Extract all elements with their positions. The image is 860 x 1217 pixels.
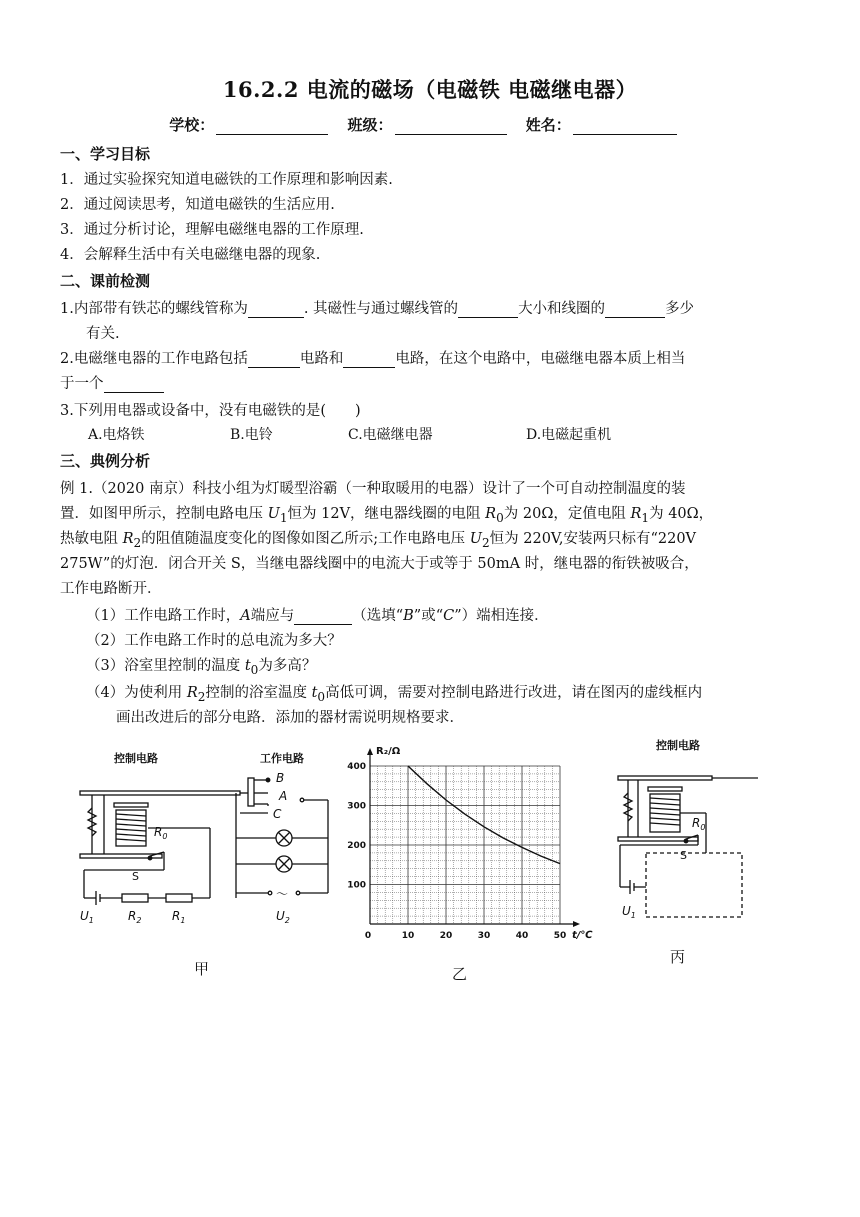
x-tick-label: 40 <box>515 931 529 941</box>
subquestion-4-continued: 画出改进后的部分电路．添加的器材需说明规格要求． <box>116 710 464 726</box>
ctrl-circuit-label: 控制电路 <box>656 739 700 752</box>
q1-text: 多少 <box>665 301 695 317</box>
answer-blank[interactable] <box>104 377 164 393</box>
answer-blank[interactable] <box>458 302 518 318</box>
x-tick-label: 30 <box>477 931 491 941</box>
svg-text:R0: $R_0$ <box>692 816 706 832</box>
svg-text:C: C <box>273 807 282 821</box>
subquestion-1: （1）工作电路工作时，A端应与 （选填“B”或“C”）端相连接． <box>86 608 549 624</box>
answer-blank[interactable] <box>248 352 300 368</box>
page-title: 16.2.2 电流的磁场（电磁铁 电磁继电器） <box>222 77 638 102</box>
svg-text:U1: $U_1$ <box>80 909 94 925</box>
circuit-figure-jia <box>72 748 342 928</box>
option-d[interactable]: D.电磁起重机 <box>526 427 612 443</box>
x-tick-label: 20 <box>439 931 453 941</box>
question-1 <box>60 297 694 318</box>
chart-axes <box>364 746 593 941</box>
svg-text:S: S <box>680 849 687 862</box>
student-info-row <box>0 114 860 135</box>
svg-text:R1: $R_1$ <box>172 909 186 925</box>
option-b[interactable]: B.电铃 <box>230 427 273 443</box>
example-text: 热敏电阻 $R_2$的阻值随温度变化的图像如图乙所示;工作电路电压 $U_2$恒为 220V,安装两只标有“220V <box>60 531 697 550</box>
x-axis-label: t/℃ <box>572 930 593 941</box>
q2-continued <box>60 372 164 393</box>
example-text: 置．如图甲所示，控制电路电压 $U_1$恒为 12V，继电器线圈的电阻 $R_0$为 20Ω，定值电阻 $R_1$为 40Ω， <box>60 506 714 525</box>
example-text: 275W”的灯泡．闭合开关 S，当继电器线圈中的电流大于或等于 50mA 时，继电器的衔铁被吸合， <box>60 556 699 572</box>
svg-text:R2: $R_2$ <box>128 909 142 925</box>
caption-jia: 甲 <box>194 960 210 978</box>
svg-text:U2: $U_2$ <box>276 909 290 925</box>
answer-blank[interactable] <box>294 609 352 625</box>
option-a[interactable]: A.电烙铁 <box>88 427 145 443</box>
answer-blank[interactable] <box>605 302 665 318</box>
q1-text: . 其磁性与通过螺线管的 <box>303 301 459 317</box>
school-label: 学校： <box>169 116 215 134</box>
y-axis-arrow <box>367 748 373 755</box>
resistance-temperature-chart <box>346 740 606 945</box>
option-c[interactable]: C.电磁继电器 <box>348 427 433 443</box>
q2-text: 电路和 <box>299 351 344 367</box>
section-heading-goals: 一、学习目标 <box>60 145 151 163</box>
y-tick-label: 200 <box>347 841 366 851</box>
svg-text:B: B <box>276 771 285 785</box>
question-2 <box>60 347 685 368</box>
y-tick-label: 100 <box>347 880 366 891</box>
name-label: 姓名： <box>525 116 571 134</box>
y-tick-label: 300 <box>347 801 366 812</box>
goal-item: 1．通过实验探究知道电磁铁的工作原理和影响因素. <box>60 172 393 188</box>
x-tick-label: 50 <box>553 931 567 941</box>
caption-yi: 乙 <box>452 965 468 983</box>
svg-text:U1: $U_1$ <box>622 904 636 920</box>
circuit-figure-bing <box>612 735 762 930</box>
example-text: 工作电路断开． <box>60 581 162 597</box>
caption-bing: 丙 <box>670 948 686 966</box>
goal-item: 2．通过阅读思考，知道电磁铁的生活应用. <box>60 197 335 213</box>
y-axis-label: R₂/Ω <box>376 746 401 757</box>
name-blank[interactable] <box>573 118 677 135</box>
chart-grid <box>370 766 560 924</box>
q1-continued: 有关. <box>86 326 120 342</box>
example-text: 例 1.（2020 南京）科技小组为灯暖型浴霸（一种取暖用的电器）设计了一个可自动控制温度的装 <box>60 481 686 497</box>
q2-text: 于一个 <box>60 376 104 392</box>
class-blank[interactable] <box>395 118 507 135</box>
goal-item: 3．通过分析讨论，理解电磁继电器的工作原理. <box>60 222 364 238</box>
q2-text: 2.电磁继电器的工作电路包括 <box>60 351 248 367</box>
x-tick-label: 0 <box>364 931 372 941</box>
q1-text: 大小和线圈的 <box>518 301 606 317</box>
svg-text:R0: $R_0$ <box>154 825 168 841</box>
ctrl-circuit-label: 控制电路 <box>114 752 158 765</box>
goal-item: 4．会解释生活中有关电磁继电器的现象. <box>60 247 321 263</box>
x-tick-label: 10 <box>401 931 415 941</box>
svg-text:S: S <box>132 870 139 883</box>
subquestion-4: （4）为使利用 $R_2$控制的浴室温度 $t_0$高低可调，需要对控制电路进行改进，请在图丙的虚线框内 <box>86 685 703 704</box>
section-heading-precheck: 二、课前检测 <box>60 272 151 290</box>
section-heading-examples: 三、典例分析 <box>60 452 151 470</box>
q2-text: 电路，在这个电路中，电磁继电器本质上相当 <box>395 351 686 367</box>
x-axis-arrow <box>573 921 580 927</box>
dashed-answer-box <box>646 853 742 917</box>
q1-text: 1.内部带有铁芯的螺线管称为 <box>60 301 248 317</box>
svg-text:～: ～ <box>276 887 289 901</box>
y-tick-label: 400 <box>347 762 366 772</box>
subquestion-3: （3）浴室里控制的温度 $t_0$为多高？ <box>86 658 317 677</box>
svg-text:A: A <box>279 789 288 803</box>
work-circuit-label: 工作电路 <box>260 752 304 765</box>
school-blank[interactable] <box>216 118 328 135</box>
question-3: 3.下列用电器或设备中，没有电磁铁的是( ) <box>60 403 361 419</box>
subquestion-2: （2）工作电路工作时的总电流为多大？ <box>86 633 342 649</box>
answer-blank[interactable] <box>343 352 395 368</box>
class-label: 班级： <box>347 116 393 134</box>
chart-ticks <box>347 762 566 941</box>
answer-blank[interactable] <box>248 302 304 318</box>
